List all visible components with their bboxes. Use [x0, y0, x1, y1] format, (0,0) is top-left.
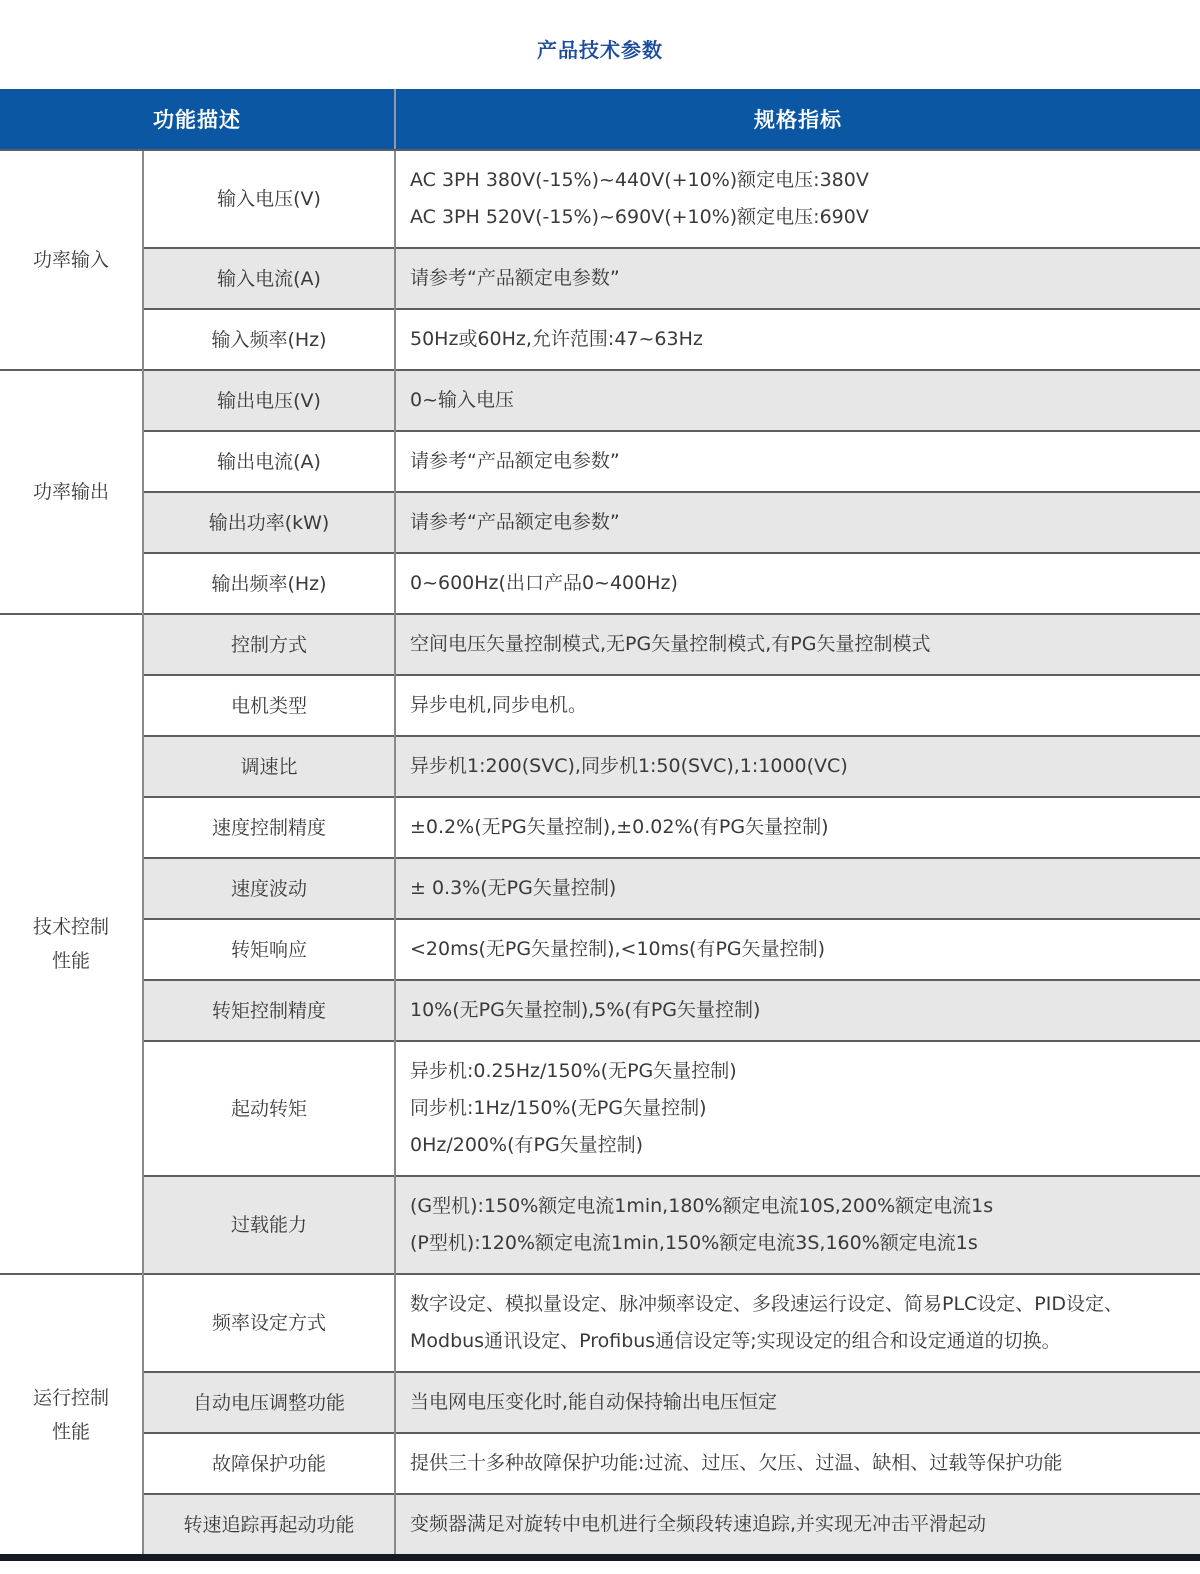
- table-row: [0, 492, 1200, 553]
- table-row: [0, 1041, 1200, 1176]
- table-row: [0, 370, 1200, 431]
- spec-value-cell: <20ms(无PG矢量控制),<10ms(有PG矢量控制): [395, 919, 1200, 980]
- spec-table: [0, 89, 1200, 1561]
- spec-value-cell: 当电网电压变化时,能自动保持输出电压恒定: [395, 1372, 1200, 1433]
- spec-value-cell: 请参考“产品额定电参数”: [395, 492, 1200, 553]
- param-name-cell: 转矩控制精度: [143, 980, 395, 1041]
- header-row: [0, 89, 1200, 150]
- table-row: [0, 309, 1200, 370]
- group-label-cell: [0, 614, 143, 1274]
- param-name-cell: 输入频率(Hz): [143, 309, 395, 370]
- group-label: 运行控制性能: [32, 1386, 109, 1443]
- table-row: [0, 553, 1200, 614]
- spec-value-cell: [395, 1041, 1200, 1176]
- param-name-cell: 输出电压(V): [143, 370, 395, 431]
- spec-value-cell: 请参考“产品额定电参数”: [395, 248, 1200, 309]
- table-row: [0, 1176, 1200, 1274]
- table-row: [0, 980, 1200, 1041]
- spec-value-cell: 10%(无PG矢量控制),5%(有PG矢量控制): [395, 980, 1200, 1041]
- table-row: [0, 736, 1200, 797]
- spec-value-cell: [395, 1176, 1200, 1274]
- spec-value-line: AC 3PH 380V(-15%)~440V(+10%)额定电压:380V: [410, 169, 869, 191]
- table-row: [0, 614, 1200, 675]
- param-name-cell: 输入电压(V): [143, 150, 395, 248]
- spec-value-cell: ±0.2%(无PG矢量控制),±0.02%(有PG矢量控制): [395, 797, 1200, 858]
- spec-value-cell: 0~输入电压: [395, 370, 1200, 431]
- group-label: 技术控制性能: [32, 916, 109, 972]
- table-row: [0, 675, 1200, 736]
- table-row: [0, 1372, 1200, 1433]
- spec-value-line: AC 3PH 520V(-15%)~690V(+10%)额定电压:690V: [410, 206, 869, 228]
- param-name-cell: 输出频率(Hz): [143, 553, 395, 614]
- table-row: [0, 248, 1200, 309]
- group-label: 功率输出: [32, 481, 109, 503]
- group-label-cell: [0, 1274, 143, 1558]
- param-name-cell: 转矩响应: [143, 919, 395, 980]
- group-label: 功率输入: [32, 249, 109, 271]
- param-name-cell: 速度控制精度: [143, 797, 395, 858]
- param-name-cell: 故障保护功能: [143, 1433, 395, 1494]
- header-function-desc: 功能描述: [0, 89, 395, 150]
- param-name-cell: 自动电压调整功能: [143, 1372, 395, 1433]
- spec-value-cell: 空间电压矢量控制模式,无PG矢量控制模式,有PG矢量控制模式: [395, 614, 1200, 675]
- table-row: [0, 150, 1200, 248]
- spec-table-header: [0, 89, 1200, 150]
- param-name-cell: 频率设定方式: [143, 1274, 395, 1372]
- spec-value-line: 异步机:0.25Hz/150%(无PG矢量控制): [410, 1060, 737, 1082]
- table-row: [0, 1494, 1200, 1558]
- group-label-cell: [0, 150, 143, 370]
- param-name-cell: 起动转矩: [143, 1041, 395, 1176]
- spec-value-cell: 请参考“产品额定电参数”: [395, 431, 1200, 492]
- spec-value-line: 0Hz/200%(有PG矢量控制): [410, 1134, 644, 1156]
- spec-value-cell: [395, 150, 1200, 248]
- spec-value-cell: 0~600Hz(出口产品0~400Hz): [395, 553, 1200, 614]
- table-row: [0, 1433, 1200, 1494]
- spec-value-line: 同步机:1Hz/150%(无PG矢量控制): [410, 1097, 707, 1119]
- page-title: 产品技术参数: [537, 38, 663, 62]
- param-name-cell: 过载能力: [143, 1176, 395, 1274]
- param-name-cell: 输出电流(A): [143, 431, 395, 492]
- header-spec-index: 规格指标: [395, 89, 1200, 150]
- spec-value-cell: 50Hz或60Hz,允许范围:47~63Hz: [395, 309, 1200, 370]
- spec-value-cell: 提供三十多种故障保护功能:过流、过压、欠压、过温、缺相、过载等保护功能: [395, 1433, 1200, 1494]
- group-label-cell: [0, 370, 143, 614]
- table-row: [0, 1274, 1200, 1372]
- spec-value-cell: 异步电机,同步电机。: [395, 675, 1200, 736]
- param-name-cell: 输入电流(A): [143, 248, 395, 309]
- table-row: [0, 858, 1200, 919]
- param-name-cell: 控制方式: [143, 614, 395, 675]
- spec-table-body: [0, 150, 1200, 1558]
- param-name-cell: 电机类型: [143, 675, 395, 736]
- spec-value-cell: 数字设定、模拟量设定、脉冲频率设定、多段速运行设定、简易PLC设定、PID设定、Modbus通讯设定、Profibus通信设定等;实现设定的组合和设定通道的切换。: [395, 1274, 1200, 1372]
- param-name-cell: 调速比: [143, 736, 395, 797]
- spec-value-line: (G型机):150%额定电流1min,180%额定电流10S,200%额定电流1s: [410, 1195, 994, 1217]
- spec-value-cell: ± 0.3%(无PG矢量控制): [395, 858, 1200, 919]
- param-name-cell: 速度波动: [143, 858, 395, 919]
- table-row: [0, 919, 1200, 980]
- param-name-cell: 输出功率(kW): [143, 492, 395, 553]
- spec-value-cell: 异步机1:200(SVC),同步机1:50(SVC),1:1000(VC): [395, 736, 1200, 797]
- table-row: [0, 431, 1200, 492]
- table-row: [0, 797, 1200, 858]
- param-name-cell: 转速追踪再起动功能: [143, 1494, 395, 1558]
- spec-value-line: (P型机):120%额定电流1min,150%额定电流3S,160%额定电流1s: [410, 1232, 978, 1254]
- spec-value-cell: 变频器满足对旋转中电机进行全频段转速追踪,并实现无冲击平滑起动: [395, 1494, 1200, 1558]
